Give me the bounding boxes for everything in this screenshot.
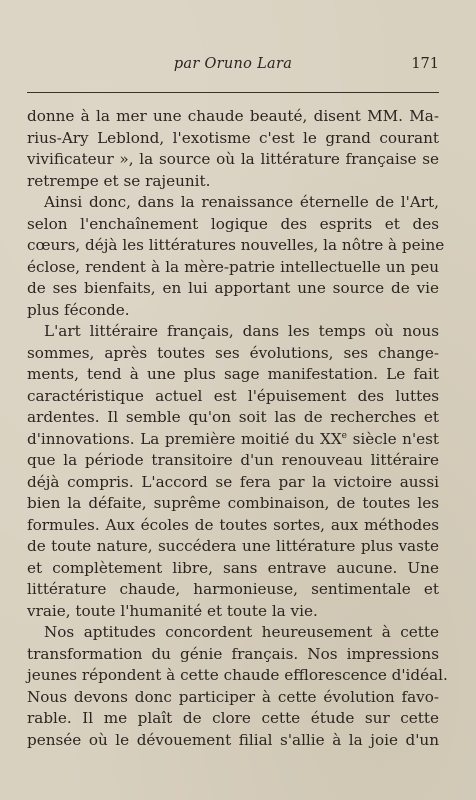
text-line-head: d'innovations. La première moitié du XX xyxy=(27,429,342,448)
text-line: que la période transitoire d'un renouveau littéraire xyxy=(27,451,439,469)
text-line: et complètement libre, sans entrave aucune. Une xyxy=(27,558,439,577)
page-number: 171 xyxy=(411,56,439,72)
text-line: plus féconde. xyxy=(27,300,130,319)
text-line: littérature chaude, harmonieuse, sentimentale et xyxy=(27,580,439,598)
century-superscript: e xyxy=(341,430,347,441)
text-line: cœurs, déjà les littératures nouvelles, la nôtre à peine xyxy=(27,236,445,254)
text-line: pensée où le dévouement filial s'allie à la joie d'un xyxy=(27,730,439,749)
text-line: Ainsi donc, dans la renaissance éternelle de l'Art, xyxy=(44,193,439,211)
text-line: transformation du génie français. Nos impressions xyxy=(27,644,439,663)
text-line: vivificateur », la source où la littérature française se xyxy=(27,150,439,168)
text-line: rable. Il me plaît de clore cette étude sur cette xyxy=(27,709,439,727)
text-line: selon l'enchaînement logique des esprits et des xyxy=(27,214,439,233)
text-line: vraie, toute l'humanité et toute la vie. xyxy=(27,601,318,620)
text-line: de ses bienfaits, en lui apportant une source de vie xyxy=(27,279,439,297)
page-header xyxy=(27,56,439,78)
text-line: de toute nature, succédera une littérature plus vaste xyxy=(27,537,439,555)
text-line: sommes, après toutes ses évolutions, ses change- xyxy=(27,343,439,362)
header-rule xyxy=(27,92,439,93)
body-text xyxy=(27,106,448,751)
text-line: retrempe et se rajeunit. xyxy=(27,171,211,190)
text-line: Nous devons donc participer à cette évolution favo- xyxy=(27,687,439,706)
text-line: ments, tend à une plus sage manifestation. Le fait xyxy=(27,365,439,383)
text-line: Nos aptitudes concordent heureusement à cette xyxy=(44,623,439,641)
text-line xyxy=(27,429,439,451)
text-line: donne à la mer une chaude beauté, disent MM. Ma- xyxy=(27,107,439,125)
text-line: jeunes répondent à cette chaude efflorescence d'idéal. xyxy=(27,666,448,684)
text-line-tail: siècle n'est xyxy=(346,429,439,448)
running-title: par Oruno Lara xyxy=(173,56,293,72)
text-line: éclose, rendent à la mère-patrie intellectuelle un peu xyxy=(27,257,439,276)
text-line: ardentes. Il semble qu'on soit las de recherches et xyxy=(27,408,439,426)
text-line: rius-Ary Leblond, l'exotisme c'est le grand courant xyxy=(27,128,439,147)
text-line: formules. Aux écoles de toutes sortes, aux méthodes xyxy=(27,515,439,534)
text-line: déjà compris. L'accord se fera par la victoire aussi xyxy=(27,472,439,491)
text-line: bien la défaite, suprême combinaison, de toutes les xyxy=(27,494,439,512)
text-line: caractéristique actuel est l'épuisement des luttes xyxy=(27,386,439,405)
text-line: L'art littéraire français, dans les temps où nous xyxy=(44,322,439,340)
